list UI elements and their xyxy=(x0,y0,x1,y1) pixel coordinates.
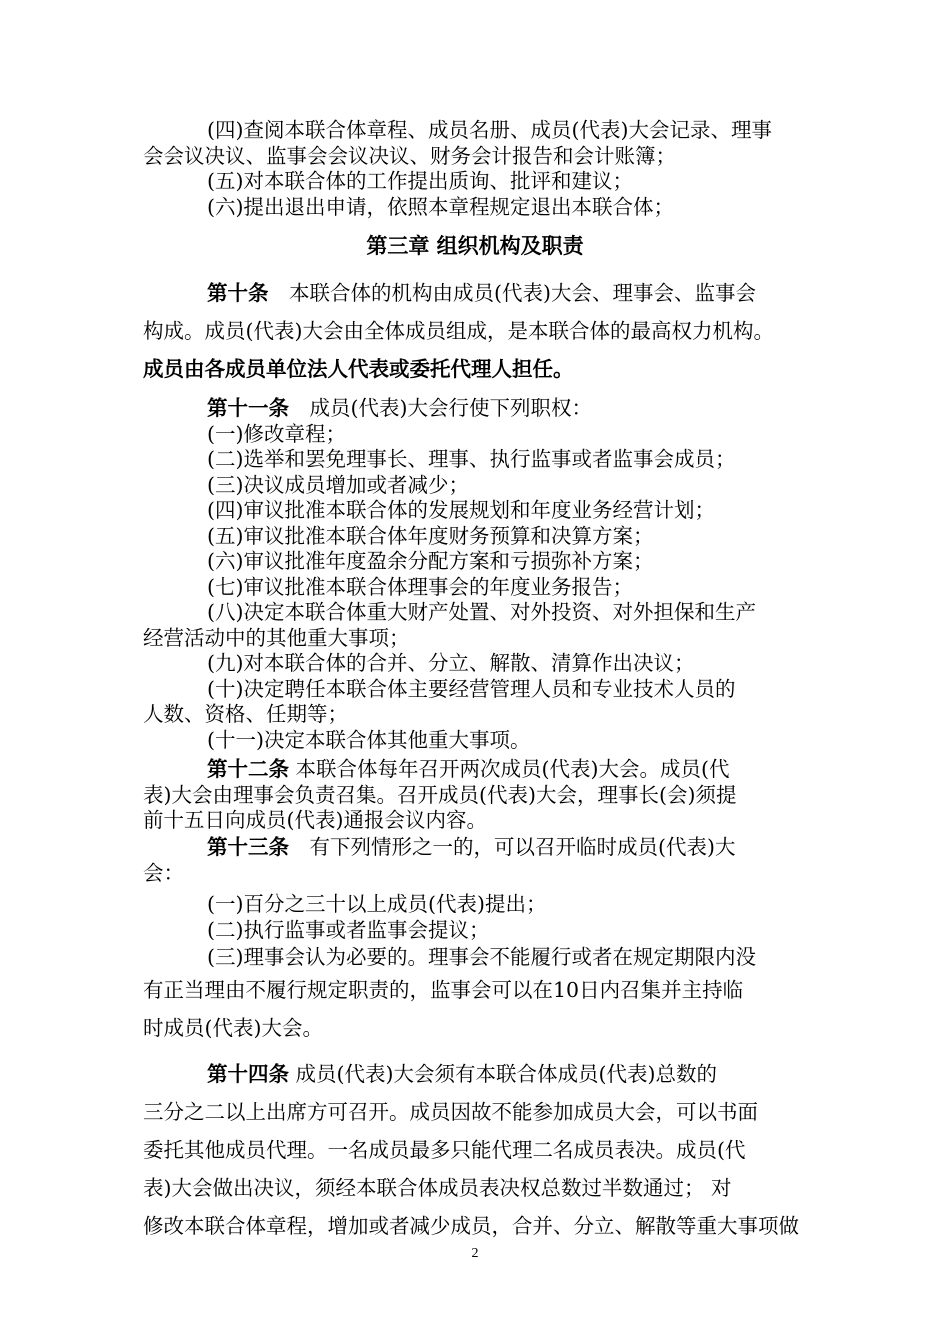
list-item: (十)决定聘任本联合体主要经营管理人员和专业技术人员的 xyxy=(207,676,736,701)
text-line: 委托其他成员代理。一名成员最多只能代理二名成员表决。成员(代 xyxy=(143,1138,746,1162)
text-line: 构成。成员(代表)大会由全体成员组成，是本联合体的最高权力机构。 xyxy=(143,319,774,343)
list-item: (四)审议批准本联合体的发展规划和年度业务经营计划； xyxy=(207,498,715,522)
list-item: (二)选举和罢免理事长、理事、执行监事或者监事会成员； xyxy=(207,447,736,471)
list-item: (七)审议批准本联合体理事会的年度业务报告； xyxy=(207,574,633,599)
text-line: 修改本联合体章程，增加或者减少成员，合并、分立、解散等重大事项做 xyxy=(143,1214,799,1238)
text-line: 时成员(代表)大会。 xyxy=(143,1016,323,1040)
article-text: 本联合体的机构由成员(代表)大会、理事会、监事会 xyxy=(268,281,756,305)
article-text: 本联合体每年召开两次成员(代表)大会。成员(代 xyxy=(289,757,730,781)
text-line: 三分之二以上出席方可召开。成员因故不能参加成员大会，可以书面 xyxy=(143,1100,758,1124)
list-item: (九)对本联合体的合并、分立、解散、清算作出决议； xyxy=(207,651,695,675)
text-line: 会会议决议、监事会会议决议、财务会计报告和会计账簿； xyxy=(143,143,676,168)
text-line: 前十五日向成员(代表)通报会议内容。 xyxy=(143,808,487,832)
page-number: 2 xyxy=(471,1246,479,1261)
text-line: 成员由各成员单位法人代表或委托代理人担任。 xyxy=(143,357,574,381)
list-item: (六)审议批准年度盈余分配方案和亏损弥补方案； xyxy=(207,549,654,573)
text-line: 表)大会做出决议，须经本联合体成员表决权总数过半数通过； 对 xyxy=(143,1176,732,1200)
list-item-continuation: 人数、资格、任期等； xyxy=(143,702,348,726)
text-line: (六)提出退出申请，依照本章程规定退出本联合体； xyxy=(207,194,674,219)
article-text: 成员(代表)大会须有本联合体成员(代表)总数的 xyxy=(289,1062,718,1086)
article-label: 第十条 xyxy=(207,281,269,305)
list-item: (一)修改章程； xyxy=(207,421,346,446)
text-line: (四)查阅本联合体章程、成员名册、成员(代表)大会记录、理事 xyxy=(207,118,772,142)
article-text: 成员(代表)大会行使下列职权： xyxy=(289,396,592,420)
article-label: 第十三条 xyxy=(207,834,289,859)
list-item: (三)决议成员增加或者减少； xyxy=(207,472,469,497)
list-item: (八)决定本联合体重大财产处置、对外投资、对外担保和生产 xyxy=(207,600,756,624)
article-14-line xyxy=(143,1055,807,1093)
article-10-line xyxy=(143,274,807,312)
article-label: 第十二条 xyxy=(207,757,289,781)
text-line: (五)对本联合体的工作提出质询、批评和建议； xyxy=(207,169,633,193)
text-line: 表)大会由理事会负责召集。召开成员(代表)大会，理事长(会)须提 xyxy=(143,782,737,807)
article-label: 第十四条 xyxy=(207,1062,289,1086)
article-11-line xyxy=(143,396,807,422)
text-line: 会： xyxy=(143,861,184,885)
list-item: (一)百分之三十以上成员(代表)提出； xyxy=(207,891,547,916)
article-13-line xyxy=(143,834,807,862)
chapter-heading: 第三章 组织机构及职责 xyxy=(366,234,584,258)
article-label: 第十一条 xyxy=(207,396,289,420)
list-item: (二)执行监事或者监事会提议； xyxy=(207,918,490,942)
list-item: (五)审议批准本联合体年度财务预算和决算方案； xyxy=(207,523,654,548)
list-item: (三)理事会认为必要的。理事会不能履行或者在规定期限内没 xyxy=(207,944,756,969)
document-body xyxy=(143,118,807,1245)
article-text: 有下列情形之一的，可以召开临时成员(代表)大 xyxy=(289,834,736,859)
list-item: (十一)决定本联合体其他重大事项。 xyxy=(207,727,531,752)
article-12-line xyxy=(143,757,807,783)
list-item-continuation: 经营活动中的其他重大事项； xyxy=(143,625,410,650)
text-line: 有正当理由不履行规定职责的，监事会可以在10日内召集并主持临 xyxy=(143,978,744,1002)
